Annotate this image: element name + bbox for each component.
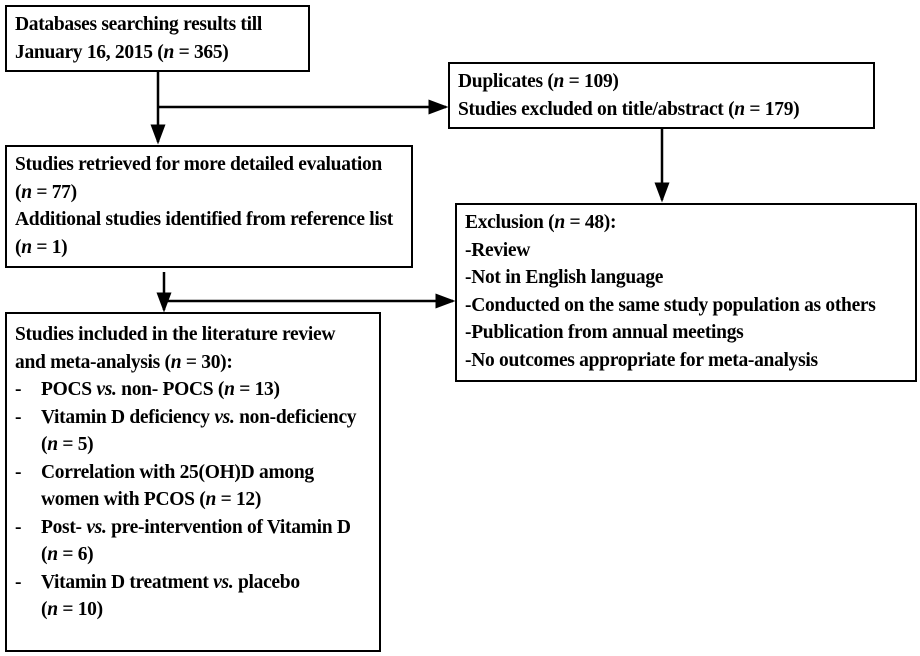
search-line1: Databases searching results till (15, 14, 262, 35)
text: non-deficiency (234, 406, 357, 428)
exclusion-box (455, 203, 917, 382)
text: = 77) (31, 181, 77, 203)
included-item-cont (15, 596, 371, 624)
duplicates-line (458, 68, 865, 96)
dash: - (15, 571, 22, 593)
text: Duplicates ( (458, 71, 554, 92)
n-symbol: n (47, 544, 58, 565)
text: Correlation with 25(OH)D among (41, 461, 314, 483)
retrieved-line3: Additional studies identified from reference list (15, 209, 393, 230)
n-symbol: n (224, 379, 235, 400)
text: Vitamin D treatment (41, 571, 214, 593)
text: = 48): (564, 212, 617, 233)
text: ( (15, 236, 22, 258)
text: = 10) (57, 599, 103, 620)
n-symbol: n (163, 41, 174, 63)
vs: vs. (96, 379, 117, 400)
text: and meta-analysis ( (15, 351, 171, 373)
text: = 13) (234, 379, 280, 400)
exclusion-item: -Publication from annual meetings (465, 322, 744, 343)
text: ( (41, 434, 48, 455)
retrieved-line2 (15, 179, 403, 207)
exclusion-item: -Review (465, 239, 531, 261)
vs: vs. (86, 516, 107, 538)
n-symbol: n (734, 98, 745, 120)
text: = 179) (744, 98, 800, 120)
included-line1: Studies included in the literature review (15, 324, 336, 345)
n-symbol: n (554, 212, 565, 233)
n-symbol: n (21, 181, 32, 203)
text: Vitamin D deficiency (41, 406, 215, 428)
text: pre-intervention of Vitamin D (106, 516, 351, 538)
included-item (15, 514, 371, 542)
text: POCS (41, 379, 97, 400)
text: = 5) (57, 434, 94, 455)
dash: - (15, 406, 22, 428)
exclusion-item: -Not in English language (465, 267, 664, 288)
n-symbol: n (47, 434, 58, 455)
exclusion-title (465, 209, 907, 237)
included-item (15, 404, 371, 432)
included-item (15, 376, 371, 404)
included-item-cont (15, 431, 371, 459)
dash: - (15, 461, 22, 483)
included-item-cont (15, 486, 371, 514)
excluded-title-line (458, 96, 865, 124)
text: Post- (41, 516, 87, 538)
exclusion-item: -Conducted on the same study population as others (465, 294, 876, 316)
included-item (15, 459, 371, 487)
vs: vs. (213, 571, 234, 593)
n-symbol: n (47, 599, 58, 620)
exclusion-item: -No outcomes appropriate for meta-analysis (465, 349, 818, 371)
dash: - (15, 516, 22, 538)
text: women with PCOS ( (41, 489, 206, 510)
text: = 1) (31, 236, 68, 258)
text: = 12) (216, 489, 262, 510)
text: non- POCS ( (116, 379, 225, 400)
text: ( (41, 544, 48, 565)
duplicates-box (448, 62, 875, 129)
text: January 16, 2015 ( (15, 41, 164, 63)
retrieved-studies-box (5, 145, 413, 268)
search-results-box (5, 5, 310, 72)
n-symbol: n (205, 489, 216, 510)
retrieved-line1: Studies retrieved for more detailed evaluation (15, 154, 382, 175)
n-symbol: n (21, 236, 32, 258)
text: Studies excluded on title/abstract ( (458, 98, 735, 120)
search-line2 (15, 39, 300, 67)
vs: vs. (214, 406, 235, 428)
text: = 365) (174, 41, 229, 63)
text: = 30): (181, 351, 233, 373)
text: ( (41, 599, 48, 620)
dash: - (15, 379, 22, 400)
text: = 109) (564, 71, 619, 92)
text: placebo (233, 571, 300, 593)
n-symbol: n (553, 71, 565, 92)
n-symbol: n (170, 351, 182, 373)
included-item (15, 569, 371, 597)
included-item-cont (15, 541, 371, 569)
text: ( (15, 181, 22, 203)
text: Exclusion ( (465, 212, 555, 233)
included-studies-box (5, 312, 381, 652)
text: = 6) (57, 544, 94, 565)
included-line2 (15, 349, 371, 377)
retrieved-line4 (15, 234, 403, 262)
